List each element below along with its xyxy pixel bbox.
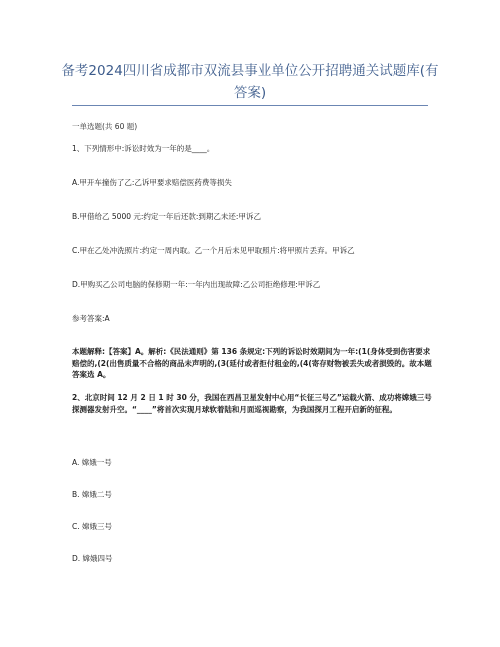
document-title: 备考2024四川省成都市双流县事业单位公开招聘通关试题库(有答案)	[61, 63, 439, 101]
question-1-option-c: C.甲在乙处冲洗照片:约定一周内取。乙一个月后未见甲取照片:将甲照片丢弃。甲诉乙	[72, 246, 355, 255]
question-2-option-d: D. 嫦娥四号	[72, 554, 113, 563]
question-1-option-b: B.甲借给乙 5000 元:约定一年后还款:到期乙未还:甲诉乙	[72, 212, 261, 221]
question-2-option-a: A. 嫦娥一号	[72, 458, 112, 467]
question-2-option-c: C. 嫦娥三号	[72, 522, 113, 531]
question-1-explanation: 本题解释:【答案】A。解析:《民法通则》第 136 条规定:下列的诉讼时效期间为一年:(1(身体受到伤害要求赔偿的,(2(出售质量不合格的商品未声明的,(3(延付或者拒付租金的,(4(寄存财物被丢失或者损毁的。故本题答案选 A。	[72, 347, 432, 379]
question-1-option-d: D.甲购买乙公司电脑的保修期一年:一年内出现故障:乙公司拒绝修理:甲诉乙	[72, 280, 321, 289]
question-1-option-a: A.甲开车撞伤了乙:乙诉甲要求赔偿医药费等损失	[72, 178, 232, 187]
question-2-stem: 2、北京时间 12 月 2 日 1 时 30 分，我国在西昌卫星发射中心用“长征三号乙”运载火箭、成功将嫦娥三号探测器发射升空。“____”将首次实现月球软着陆和月面巡视勘察，为我国探月工程开启新的征程。	[72, 393, 432, 414]
question-1-answer: 参考答案:A	[72, 314, 110, 323]
title-divider	[72, 105, 428, 106]
section-heading: 一单选题(共 60 题)	[72, 122, 138, 131]
question-2-option-b: B. 嫦娥二号	[72, 490, 112, 499]
question-1-stem: 1、下列情形中:诉讼时效为一年的是____。	[72, 144, 215, 153]
